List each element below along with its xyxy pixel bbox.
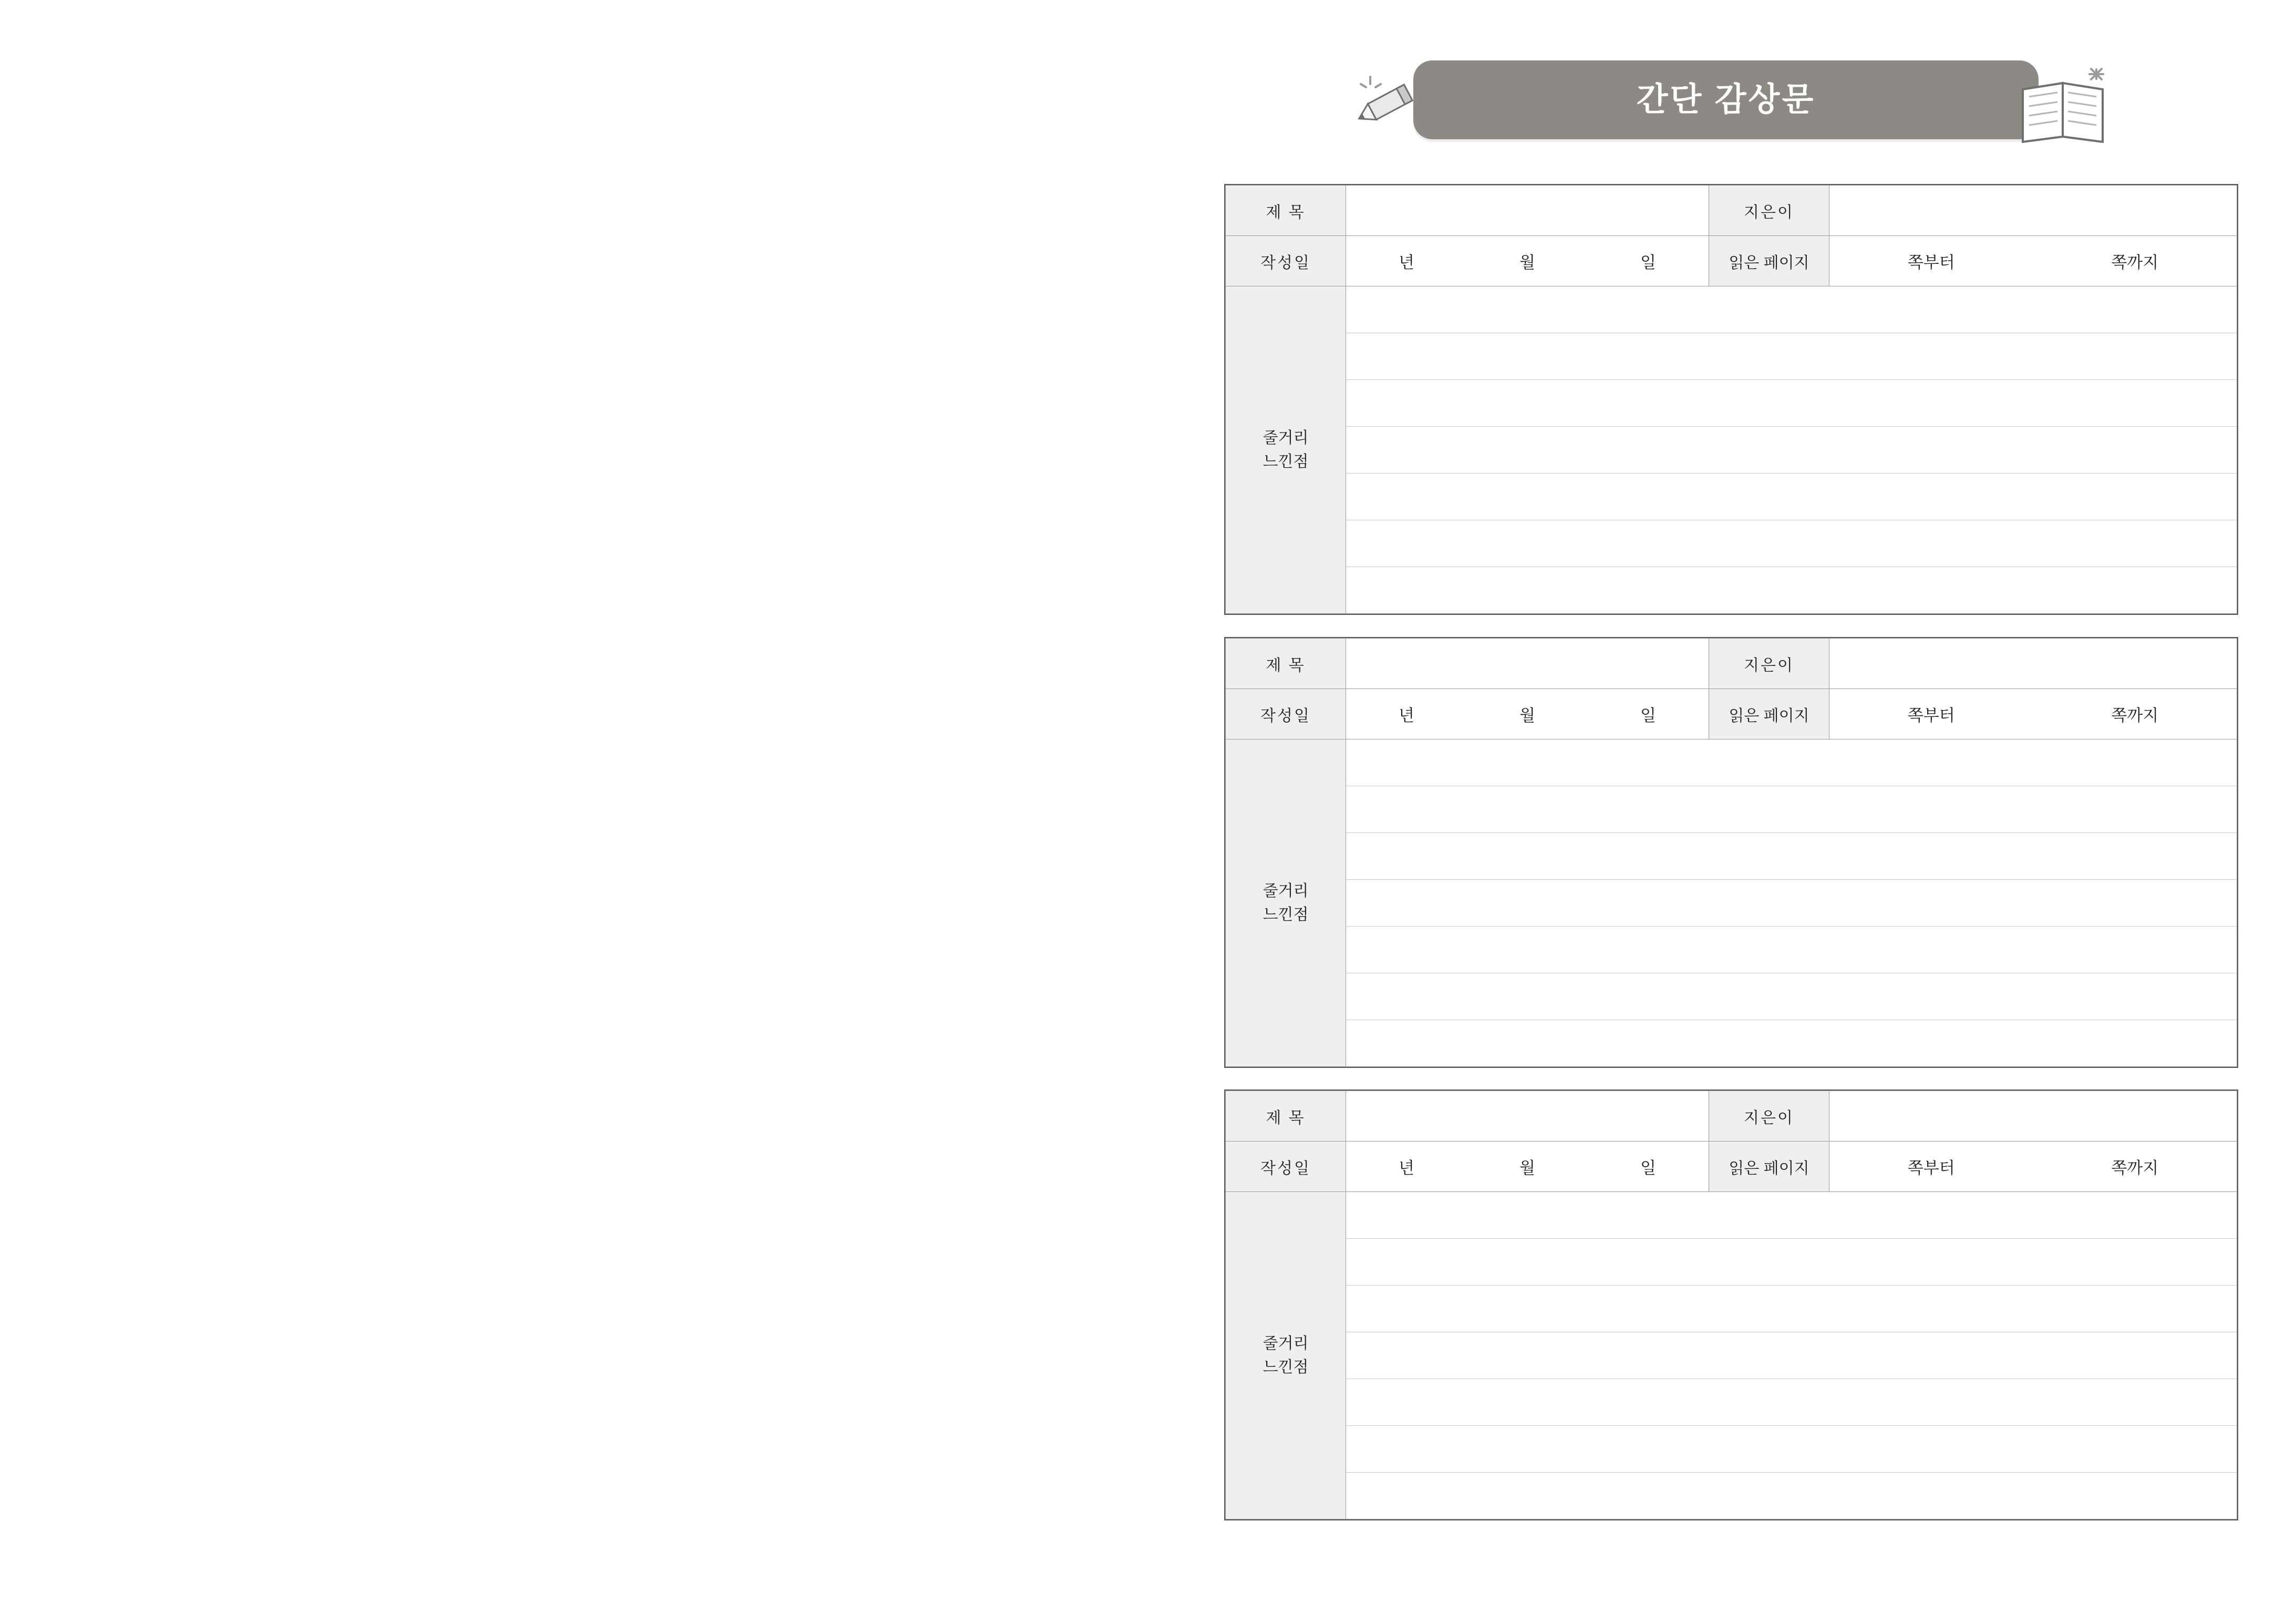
label-day: 일 — [1640, 706, 1656, 725]
summary-line[interactable] — [1346, 520, 2237, 567]
review-form-2 — [1224, 637, 2238, 1068]
summary-line[interactable] — [1346, 1473, 2237, 1519]
summary-line[interactable] — [1346, 786, 2237, 833]
review-form-3 — [1224, 1089, 2238, 1520]
label-title: 제 목 — [1226, 1091, 1346, 1142]
table-row-summary — [1226, 1192, 2237, 1519]
label-date: 작성일 — [1226, 689, 1346, 739]
label-title: 제 목 — [1226, 639, 1346, 689]
summary-line[interactable] — [1346, 1426, 2237, 1473]
review-form-1 — [1224, 184, 2238, 615]
label-page-to: 쪽까지 — [2111, 253, 2159, 272]
title-banner — [1413, 60, 2039, 139]
summary-line[interactable] — [1346, 380, 2237, 427]
summary-line[interactable] — [1346, 1192, 2237, 1239]
label-pages-read: 읽은 페이지 — [1709, 236, 1829, 286]
summary-line[interactable] — [1346, 1239, 2237, 1286]
summary-writing-area[interactable] — [1346, 739, 2237, 1067]
table-row-summary — [1226, 286, 2237, 614]
page-title: 간단 감상문 — [1636, 81, 1816, 118]
summary-line[interactable] — [1346, 880, 2237, 927]
summary-line[interactable] — [1346, 739, 2237, 786]
label-author: 지은이 — [1709, 639, 1829, 689]
input-title[interactable] — [1346, 186, 1709, 236]
input-pages[interactable] — [1829, 689, 2237, 739]
table-row-title — [1226, 1091, 2237, 1142]
label-title: 제 목 — [1226, 186, 1346, 236]
label-month: 월 — [1519, 706, 1535, 725]
summary-line[interactable] — [1346, 927, 2237, 973]
label-page-to: 쪽까지 — [2111, 1159, 2159, 1177]
label-date: 작성일 — [1226, 1142, 1346, 1192]
summary-line[interactable] — [1346, 567, 2237, 614]
label-summary-line1: 줄거리 — [1263, 882, 1309, 900]
label-year: 년 — [1399, 706, 1414, 725]
label-summary-line2: 느낀점 — [1263, 906, 1309, 923]
summary-line[interactable] — [1346, 1332, 2237, 1379]
label-month: 월 — [1519, 253, 1535, 272]
input-date[interactable] — [1346, 236, 1709, 286]
label-date: 작성일 — [1226, 236, 1346, 286]
label-author: 지은이 — [1709, 1091, 1829, 1142]
label-summary-line1: 줄거리 — [1263, 1335, 1309, 1352]
table-row-date — [1226, 1142, 2237, 1192]
summary-line[interactable] — [1346, 286, 2237, 333]
table-row-title — [1226, 186, 2237, 236]
summary-line[interactable] — [1346, 1286, 2237, 1332]
input-pages[interactable] — [1829, 236, 2237, 286]
label-summary-line2: 느낀점 — [1263, 1359, 1309, 1376]
input-author[interactable] — [1829, 1091, 2237, 1142]
summary-line[interactable] — [1346, 333, 2237, 380]
summary-writing-area[interactable] — [1346, 286, 2237, 614]
label-summary — [1226, 1192, 1346, 1519]
input-author[interactable] — [1829, 186, 2237, 236]
label-day: 일 — [1640, 1159, 1656, 1177]
page-header — [1350, 53, 2123, 150]
table-row-date — [1226, 236, 2237, 286]
input-date[interactable] — [1346, 689, 1709, 739]
label-year: 년 — [1399, 1159, 1414, 1177]
label-page-from: 쪽부터 — [1907, 253, 1955, 272]
label-summary-line1: 줄거리 — [1263, 429, 1309, 447]
label-year: 년 — [1399, 253, 1414, 272]
summary-line[interactable] — [1346, 427, 2237, 474]
label-pages-read: 읽은 페이지 — [1709, 1142, 1829, 1192]
label-author: 지은이 — [1709, 186, 1829, 236]
input-author[interactable] — [1829, 639, 2237, 689]
summary-line[interactable] — [1346, 973, 2237, 1020]
table-row-summary — [1226, 739, 2237, 1067]
input-pages[interactable] — [1829, 1142, 2237, 1192]
label-page-to: 쪽까지 — [2111, 706, 2159, 725]
input-date[interactable] — [1346, 1142, 1709, 1192]
summary-line[interactable] — [1346, 1020, 2237, 1067]
table-row-title — [1226, 639, 2237, 689]
label-month: 월 — [1519, 1159, 1535, 1177]
input-title[interactable] — [1346, 1091, 1709, 1142]
label-page-from: 쪽부터 — [1907, 706, 1955, 725]
label-summary — [1226, 286, 1346, 614]
label-page-from: 쪽부터 — [1907, 1159, 1955, 1177]
label-summary — [1226, 739, 1346, 1067]
table-row-date — [1226, 689, 2237, 739]
review-table — [1225, 1091, 2237, 1519]
summary-writing-area[interactable] — [1346, 1192, 2237, 1519]
summary-line[interactable] — [1346, 474, 2237, 520]
label-pages-read: 읽은 페이지 — [1709, 689, 1829, 739]
label-day: 일 — [1640, 253, 1656, 272]
label-summary-line2: 느낀점 — [1263, 453, 1309, 470]
input-title[interactable] — [1346, 639, 1709, 689]
review-table — [1225, 638, 2237, 1067]
review-table — [1225, 185, 2237, 614]
summary-line[interactable] — [1346, 833, 2237, 880]
summary-line[interactable] — [1346, 1379, 2237, 1426]
open-book-icon — [2012, 63, 2117, 152]
